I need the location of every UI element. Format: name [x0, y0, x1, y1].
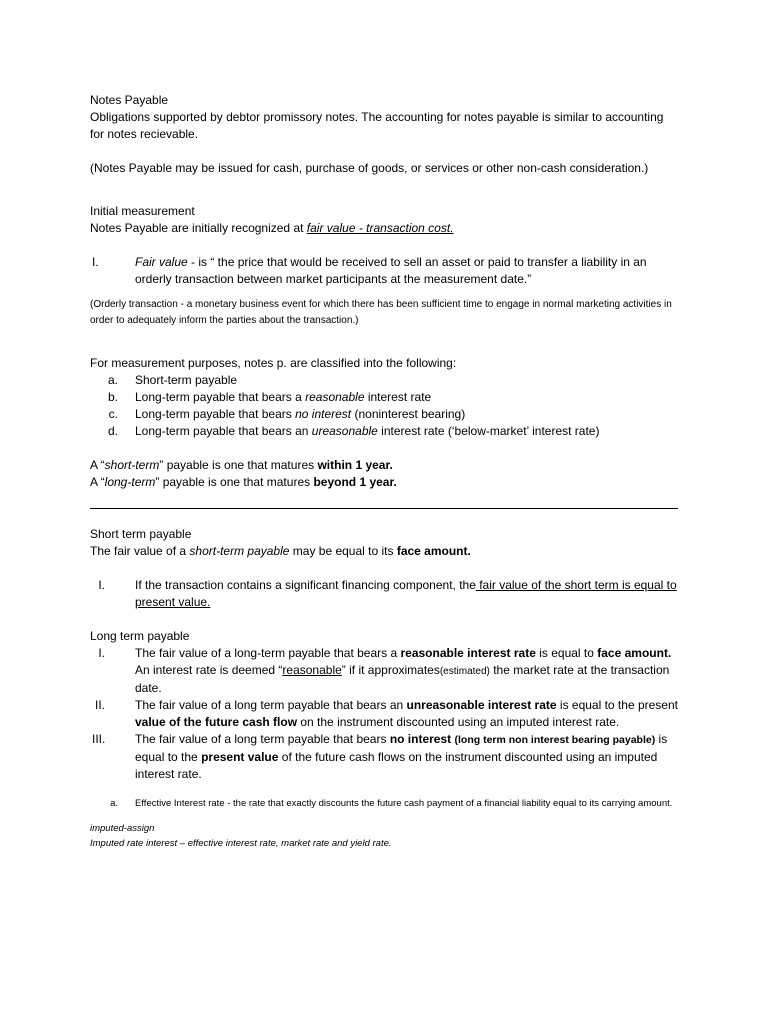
- footer-line-2: Imputed rate interest – effective interest rate, market rate and yield rate.: [90, 838, 392, 849]
- list-item: a. Short-term payable: [107, 373, 238, 387]
- initial-text: Notes Payable are initially recognized at fair value - transaction cost.: [90, 221, 454, 235]
- document-body: [90, 92, 680, 851]
- list-item: c. Long-term payable that bears no interest (noninterest bearing): [108, 407, 466, 421]
- short-term-heading: Short term payable: [90, 527, 192, 541]
- long-term-item: III. The fair value of a long term payable that bears no interest (long term non interest bearing payable) is equal to the present value of the future cash flows on the instrument discounted using an imputed interest rate.: [92, 732, 668, 781]
- list-item: d. Long-term payable that bears an ureasonable interest rate (‘below-market’ interest rate): [107, 424, 600, 438]
- classification-intro: For measurement purposes, notes p. are classified into the following:: [90, 356, 457, 370]
- long-term-item: II. The fair value of a long term payable that bears an unreasonable interest rate is equal to the present value of the future cash flow on the instrument discounted using an imputed interest rate.: [94, 698, 678, 729]
- long-term-heading: Long term payable: [90, 629, 190, 643]
- item-number: I.: [98, 578, 105, 592]
- item-number: I.: [92, 255, 99, 269]
- effective-interest-item: a. Effective Interest rate - the rate that exactly discounts the future cash payment of a financial liability equal to its carrying amount.: [110, 798, 673, 809]
- long-term-item: I. The fair value of a long-term payable that bears a reasonable interest rate is equal to face amount. An interest rate is deemed “reasonable” if it approximates(estimated) the market rate at the transaction date.: [98, 646, 672, 695]
- short-term-definition: A “short-term” payable is one that matures within 1 year.: [90, 458, 393, 472]
- notes-issued-note: (Notes Payable may be issued for cash, purchase of goods, or services or other non-cash consideration.): [90, 161, 649, 175]
- short-term-item: I. If the transaction contains a significant financing component, the fair value of the short term is equal to present value.: [90, 577, 680, 611]
- fair-value-item: I. Fair value - is “ the price that would be received to sell an asset or paid to transfer a liability in an orderly transaction between market participants at the measurement date.”: [92, 255, 647, 286]
- notes-heading: Notes Payable: [90, 93, 169, 107]
- section-divider: [90, 508, 678, 509]
- footer-line-1: imputed-assign: [90, 823, 155, 834]
- long-term-definition: A “long-term” payable is one that matures beyond 1 year.: [90, 475, 397, 489]
- fair-value-term: Fair value: [135, 255, 188, 269]
- list-item: b. Long-term payable that bears a reasonable interest rate: [107, 390, 432, 404]
- notes-definition: Obligations supported by debtor promissory notes. The accounting for notes payable is similar to accounting for notes recievable.: [90, 110, 664, 141]
- short-term-text: The fair value of a short-term payable may be equal to its face amount.: [90, 544, 471, 558]
- orderly-transaction-note: (Orderly transaction - a monetary business event for which there has been sufficient time to engage in normal marketing activities in order to adequately inform the parties about the transaction.): [90, 299, 672, 326]
- initial-heading: Initial measurement: [90, 204, 195, 218]
